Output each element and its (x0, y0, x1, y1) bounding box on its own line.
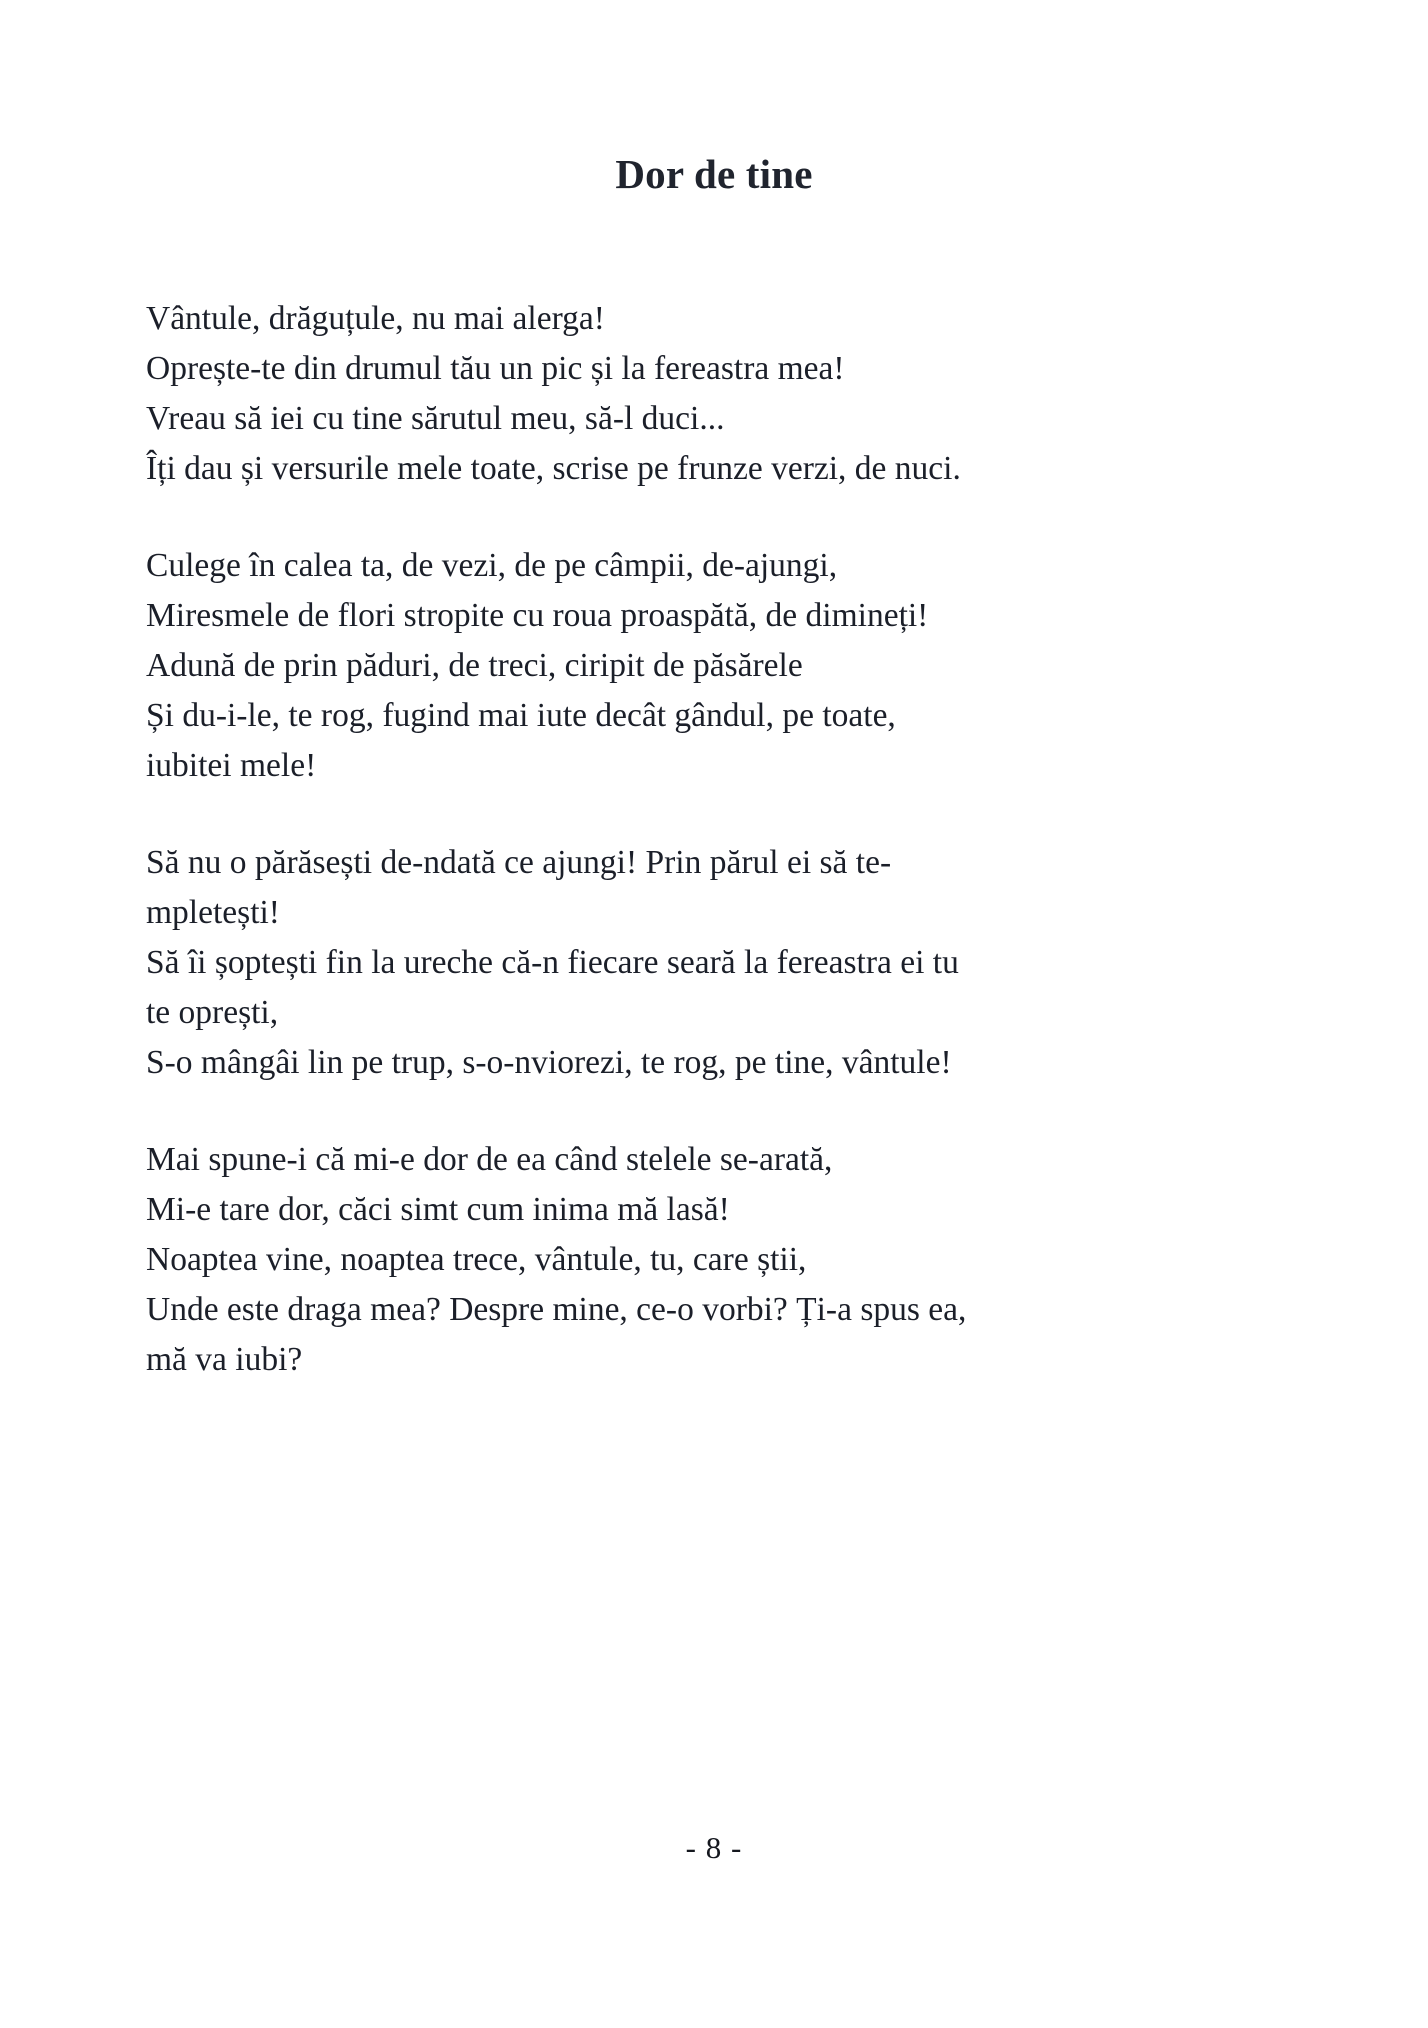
verse-line: mă va iubi? (146, 1341, 303, 1378)
poem-body (0, 294, 1428, 2028)
verse-line: Miresmele de flori stropite cu roua proaspătă, de dimineți! (146, 597, 929, 634)
verse-line: Mai spune-i că mi-e dor de ea când stelele se-arată, (146, 1141, 833, 1178)
stanza (146, 838, 1308, 1088)
page-title: Dor de tine (615, 151, 813, 197)
page-number: - 8 - (685, 1830, 743, 1865)
verse-line: Noaptea vine, noaptea trece, vântule, tu, care știi, (146, 1241, 807, 1278)
verse-line: Mi-e tare dor, căci simt cum inima mă lasă! (146, 1191, 730, 1228)
verse-line: te oprești, (146, 994, 279, 1031)
verse-line: Vreau să iei cu tine sărutul meu, să-l duci... (146, 400, 725, 437)
stanza (146, 294, 1308, 494)
stanza (146, 541, 1308, 791)
verse-line: Adună de prin păduri, de treci, ciripit de păsărele (146, 647, 803, 684)
verse-line: Oprește-te din drumul tău un pic și la fereastra mea! (146, 350, 845, 387)
verse-line: Vântule, drăguțule, nu mai alerga! (146, 300, 605, 337)
verse-line: mpletești! (146, 894, 280, 931)
verse-line: Și du-i-le, te rog, fugind mai iute decât gândul, pe toate, (146, 697, 896, 734)
verse-line: S-o mângâi lin pe trup, s-o-nviorezi, te rog, pe tine, vântule! (146, 1044, 952, 1081)
verse-line: Să îi șoptești fin la ureche că-n fiecare seară la fereastra ei tu (146, 944, 959, 981)
verse-line: iubitei mele! (146, 747, 317, 784)
verse-line: Îți dau și versurile mele toate, scrise pe frunze verzi, de nuci. (146, 450, 961, 487)
verse-line: Să nu o părăsești de-ndată ce ajungi! Prin părul ei să te- (146, 844, 892, 881)
stanza (146, 1135, 1308, 1385)
page-footer (0, 1830, 1428, 1866)
verse-line: Unde este draga mea? Despre mine, ce-o vorbi? Ți-a spus ea, (146, 1291, 967, 1328)
verse-line: Culege în calea ta, de vezi, de pe câmpii, de-ajungi, (146, 547, 838, 584)
